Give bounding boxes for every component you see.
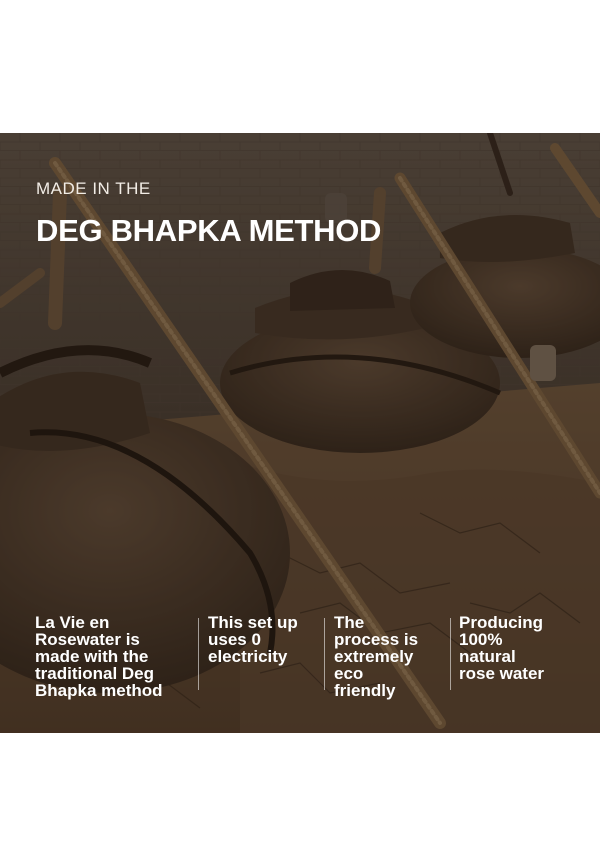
deg-bhapka-banner: [0, 133, 600, 733]
fact-eco-friendly: [334, 614, 446, 699]
fact-method: [35, 614, 193, 699]
fact-electricity-text: This set up uses 0 electricity: [208, 613, 298, 666]
fact-divider: [450, 618, 451, 690]
fact-divider: [198, 618, 199, 690]
fact-natural-rose-water: [459, 614, 589, 682]
fact-eco-friendly-text: The process is extremely eco friendly: [334, 613, 419, 700]
fact-electricity: [208, 614, 326, 665]
eyebrow-text: MADE IN THE: [36, 179, 151, 198]
fact-method-text: La Vie en Rosewater is made with the traditional Deg Bhapka method: [35, 613, 163, 700]
headline: DEG BHAPKA METHOD: [36, 213, 382, 248]
fact-divider: [324, 618, 325, 690]
facts-row: [0, 614, 600, 724]
fact-natural-rose-water-text: Producing 100% natural rose water: [459, 613, 545, 683]
